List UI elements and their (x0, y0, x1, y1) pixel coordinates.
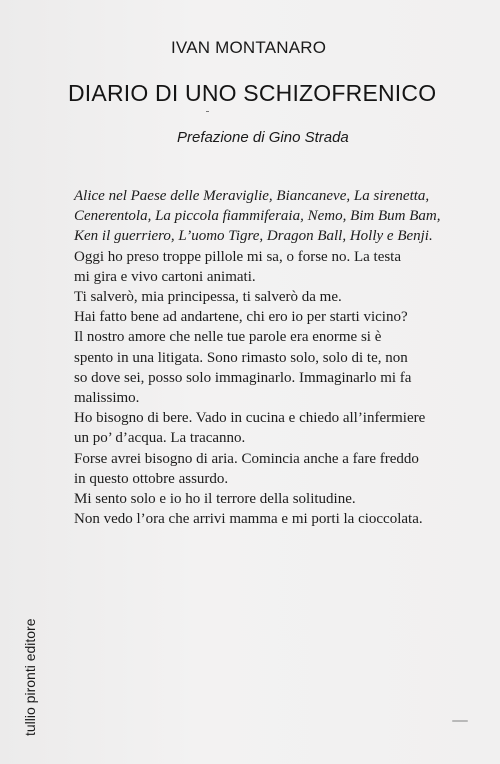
excerpt-line: Mi sento solo e io ho il terrore della solitudine. (74, 491, 356, 508)
excerpt-italic-line: Cenerentola, La piccola fiammiferaia, Nemo, Bim Bum Bam, (74, 208, 441, 225)
excerpt-line: Ho bisogno di bere. Vado in cucina e chiedo all’infermiere (74, 410, 426, 427)
print-smudge (452, 720, 468, 722)
print-mark (206, 111, 209, 112)
excerpt-line: Non vedo l’ora che arrivi mamma e mi porti la cioccolata. (74, 511, 423, 528)
excerpt-line: in questo ottobre assurdo. (74, 470, 229, 487)
excerpt-italic-line: Alice nel Paese delle Meraviglie, Biancaneve, La sirenetta, (74, 188, 430, 204)
excerpt-line: Oggi ho preso troppe pillole mi sa, o forse no. La testa (74, 248, 402, 265)
excerpt-line: spento in una litigata. Sono rimasto solo, solo di te, non (74, 349, 408, 366)
publisher-name: tullio pironti editore (22, 618, 38, 736)
excerpt-line: malissimo. (74, 390, 140, 407)
excerpt-line: so dove sei, posso solo immaginarlo. Immaginarlo mi fa (74, 369, 412, 386)
excerpt-line: Ti salverò, mia principessa, ti salverò da me. (74, 289, 342, 306)
author-name: IVAN MONTANARO (171, 38, 327, 57)
excerpt-text (74, 186, 474, 529)
excerpt-italic-line: Ken il guerriero, L’uomo Tigre, Dragon Ball, Holly e Benji. (74, 228, 433, 245)
preface-credit: Prefazione di Gino Strada (177, 129, 349, 146)
book-title: DIARIO DI UNO SCHIZOFRENICO (68, 80, 437, 106)
excerpt-line: mi gira e vivo cartoni animati. (74, 268, 256, 285)
excerpt-line: Il nostro amore che nelle tue parole era enorme si è (74, 329, 382, 346)
excerpt-line: un po’ d’acqua. La tracanno. (74, 430, 246, 447)
excerpt-line: Forse avrei bisogno di aria. Comincia anche a fare freddo (74, 450, 419, 467)
excerpt-line: Hai fatto bene ad andartene, chi ero io per starti vicino? (74, 309, 408, 326)
